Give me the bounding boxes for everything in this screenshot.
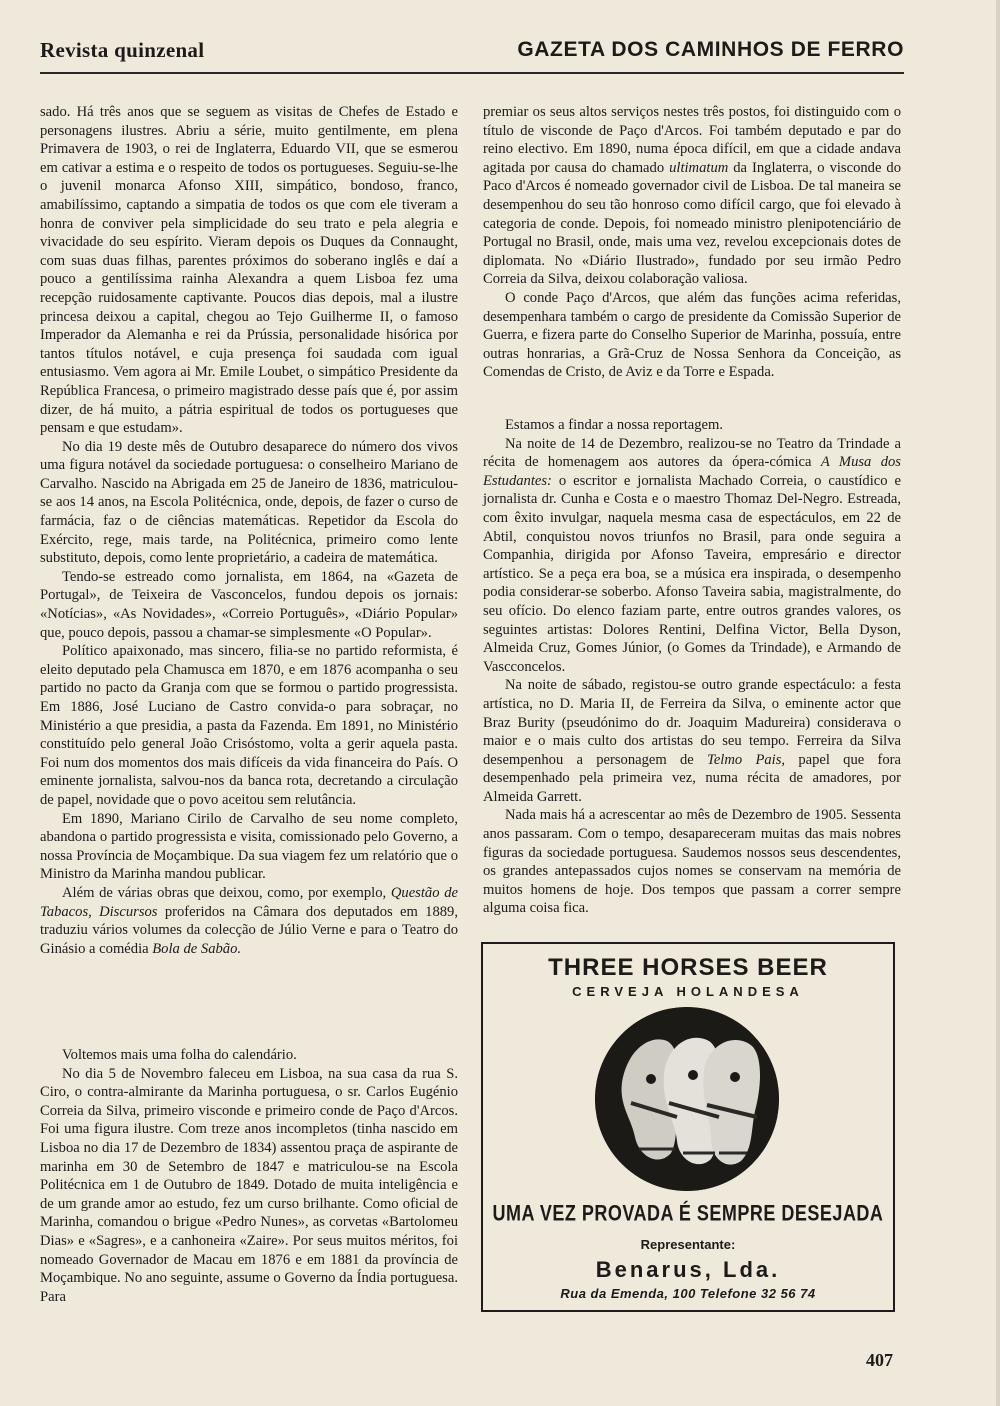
page-number: 407 bbox=[866, 1350, 893, 1370]
ad-brand: THREE HORSES BEER bbox=[548, 954, 828, 981]
italic-title: Telmo Pais, bbox=[707, 751, 786, 768]
page-edge-shadow bbox=[996, 0, 1000, 1406]
paragraph: Nada mais há a acrescentar ao mês de Dezembro de 1905. Sessenta anos passaram. Com o tempo, desapareceram muitas das mais nobres figuras da sociedade portuguesa. Saudemos nossos seus descendentes, os grandes antepassados cujos nomes se conservam na memória de muitos homens de hoje. Dos tempos que passam a correr sempre alguma coisa fica. bbox=[483, 807, 901, 917]
italic-term: ultimatum bbox=[669, 159, 729, 176]
horses-photo bbox=[595, 1007, 779, 1191]
paragraph: Político apaixonado, mas sincero, filia-se no partido reformista, é eleito deputado pela Chamusca em 1870, e em 1876 acompanha o seu partido no pacto da Granja com que se formou o partido progressista. Em 1886, José Luciano de Castro convida-o para sobraçar, no Ministério a que presidia, a pasta da Fazenda. Em 1891, no Ministério constituído pelo general João Crisóstomo, volta a gerir aquela pasta. Foi num dos momentos dos mais difíceis da vida financeira do País. O eminente jornalista, salvou-nos da banca rota, decretando a circulação de papel, novidade que o povo aceitou sem relutância. bbox=[40, 643, 458, 808]
paragraph: No dia 19 deste mês de Outubro desaparece do número dos vivos uma figura notável da sociedade portuguesa: o conselheiro Mariano de Carvalho. Nascido na Abrigada em 25 de Janeiro de 1836, matriculou-se aos 14 anos, na Escola Politécnica, onde, depois, de fazer o curso de farmácia, faz o de ciências matemáticas. Repetidor da Escola do Exército, rege, mais tarde, na Politécnica, primeiro como lente substituto, depois, como lente proprietário, a cadeira de matemática. bbox=[40, 438, 458, 567]
left-column-lower bbox=[40, 1046, 458, 1306]
ad-company-name: Benarus, Lda. bbox=[595, 1257, 781, 1282]
text: o escritor e jornalista Machado Correia, o caustídico e jornalista dr. Cunha e Costa e o maestro Thomaz Del-Negro. Estreada, com êxito invulgar, naquela mesma casa de espectáculos, em 22 de Abtil, conquistou novos triunfos no Brasil, para onde seguira a Companhia, dirigida por Afonso Taveira, empresário e director artístico. Se a peça era boa, se a música era inspirada, o desempenho podia considerar-se soberbo. Afonso Taveira sabia, magistralmente, do seu ofício. Do elenco faziam parte, entre outros grandes valores, os seguintes artistas: Dolores Rentini, Delfina Victor, Bella Dyson, Almeida Cruz, Gomes Júnior, (o Gomes da Trindade), e Armando de Vascconcelos. bbox=[483, 472, 901, 675]
text: premiar os seus altos serviços nestes três postos, foi distinguido com o título de visconde de Paço d'Arcos. Foi também deputado e par do reino electivo. Em 1890, numa época difícil, em que a cidade andava agitada por causa do chamado bbox=[483, 104, 901, 176]
paragraph: sado. Há três anos que se seguem as visitas de Chefes de Estado e personagens ilustres. Abriu a série, muito gentilmente, em plena Primavera de 1903, o rei de Inglaterra, Eduardo VII, que se esmerou em cativar a estima e o respeito de todos os portugueses. Seguiu-se-lhe o juvenil monarca Afonso XIII, simpático, bondoso, franco, amabilíssimo, captando a simpatia de todos os que com ele tiveram a honra de conviver pela simplicidade do seu trato e pela alegria e vivacidade do seu espírito. Vieram depois os Duques da Connaught, com suas duas filhas, parentes próximos do soberano inglês e daí a pouco a gentilíssima rainha Alexandra a quem Lisboa fez uma recepção ruidosamente captivante. Poucos dias depois, mal a ilustre princesa deixou a capital, chegou ao Tejo Guilherme II, o famoso Imperador da Alemanha e rei da Prússia, personalidade hisórica por tantos títulos notável, e cuja presença foi saudada com igual entusiasmo. Vem agora ai Mr. Emile Loubet, o simpático Presidente da República Francesa, o primeiro magistrado desse país que é, por assim dizer, de há muito, a pátria espiritual de todos os portugueses que pensam e que estudam». bbox=[40, 104, 458, 437]
beer-advertisement bbox=[481, 942, 895, 1312]
italic-title: Bola de Sabão. bbox=[152, 940, 242, 957]
paragraph: Tendo-se estreado como jornalista, em 1864, na «Gazeta de Portugal», de Teixeira de Vasconcelos, fundou depois os jornais: «Notícias», «As Novidades», «Correio Português», «Diário Popular» que, pouco depois, passou a chamar-se simplesmente «O Popular». bbox=[40, 568, 458, 641]
ad-address: Rua da Emenda, 100 Telefone 32 56 74 bbox=[560, 1286, 816, 1301]
running-head-left: Revista quinzenal bbox=[40, 38, 205, 62]
text: da Inglaterra, o visconde do Paco d'Arcos é nomeado governador civil de Lisboa. De tal maneira se desempenhou do seu tão honroso como difícil cargo, que foi elevado à categoria de conde. Depois, foi nomeado ministro plenipotenciário de Portugal no Brasil, onde, mais uma vez, revelou excepcionais dotes de diplomata. No «Diário Ilustrado», fundado por seu irmão Pedro Correia da Silva, deixou colaboração valiosa. bbox=[483, 159, 902, 288]
ad-representative-label: Representante: bbox=[640, 1237, 736, 1252]
paragraph bbox=[483, 676, 901, 806]
text: Na noite de sábado, registou-se outro grande espectáculo: a festa artística, no D. Maria II, de Ferreira da Silva, o eminente actor que Braz Burity (pseudónimo do dr. Joaquim Madureira) considerava o maior e o mais culto dos artistas do seu tempo. Ferreira da Silva desempenhou a personagem de bbox=[483, 677, 901, 768]
right-column bbox=[483, 103, 901, 382]
horse-heads-illustration bbox=[595, 1007, 779, 1191]
paragraph: Voltemos mais uma folha do calendário. bbox=[62, 1047, 297, 1063]
text: Na noite de 14 de Dezembro, realizou-se no Teatro da Trindade a récita de homenagem aos autores da ópera-cómica bbox=[483, 435, 901, 471]
paragraph bbox=[40, 884, 458, 958]
paragraph: Estamos a findar a nossa reportagem. bbox=[505, 417, 724, 433]
paragraph: Em 1890, Mariano Cirilo de Carvalho de seu nome completo, abandona o partido progressista e visita, comissionado pelo Governo, a nossa Província de Moçambique. Da sua viagem fez um relatório que o Ministro da Marinha mandou publicar. bbox=[40, 810, 458, 883]
italic-title: Questão de Tabacos, Discursos bbox=[40, 884, 458, 920]
left-column bbox=[40, 103, 458, 958]
running-head-right: GAZETA DOS CAMINHOS DE FERRO bbox=[517, 38, 904, 61]
text: Além de várias obras que deixou, como, por exemplo, bbox=[62, 884, 387, 901]
right-column-lower bbox=[483, 416, 901, 918]
paragraph: No dia 5 de Novembro faleceu em Lisboa, na sua casa da rua S. Ciro, o contra-almirante da Marinha portuguesa, o sr. Carlos Eugénio Correia da Silva, primeiro visconde e primeiro conde de Paço d'Arcos. Foi uma figura ilustre. Com treze anos incompletos (tinha nascido em Lisboa no dia 17 de Dezembro de 1834) assentou praça de aspirante de marinha em 30 de Setembro de 1847 e matriculou-se na Escola Politécnica em 1 de Outubro de 1849. Dotado de muita inteligência e de um grande amor ao estudo, fez um curso brilhante. Como oficial de Marinha, comandou o brigue «Pedro Nunes», as corvetas «Bartolomeu Dias» e «Sagres», e a canhoneira «Zaire». Por seus muitos méritos, foi nomeado Governador de Macau em 1876 e em 1881 da província de Moçambique. No ano seguinte, assume o Governo da Índia portuguesa. Para bbox=[40, 1065, 458, 1305]
ad-subtitle: CERVEJA HOLANDESA bbox=[572, 984, 804, 999]
paragraph: O conde Paço d'Arcos, que além das funções acima referidas, desempenhara também o cargo de presidente da Comissão Superior de Guerra, e fizera parte do Conselho Superior de Marinha, possuía, entre outras honrarias, a Grã-Cruz de Nossa Senhora da Conceição, as Comendas de Cristo, de Aviz e da Torre e Espada. bbox=[483, 289, 901, 381]
paragraph bbox=[483, 103, 901, 289]
italic-title: A Musa dos Estudantes: bbox=[483, 454, 901, 489]
header-divider bbox=[40, 72, 904, 74]
text: proferidos na Câmara dos deputados em 1889, traduziu vários volumes da colecção de Júlio Verne e para o Teatro do Ginásio a comédia bbox=[40, 903, 458, 957]
ad-slogan: UMA VEZ PROVADA É SEMPRE DESEJADA bbox=[492, 1200, 884, 1226]
paragraph bbox=[483, 435, 901, 677]
text: papel que fora desempenhado pela primeira vez, numa récita de amadores, por Almeida Garrett. bbox=[483, 751, 901, 805]
